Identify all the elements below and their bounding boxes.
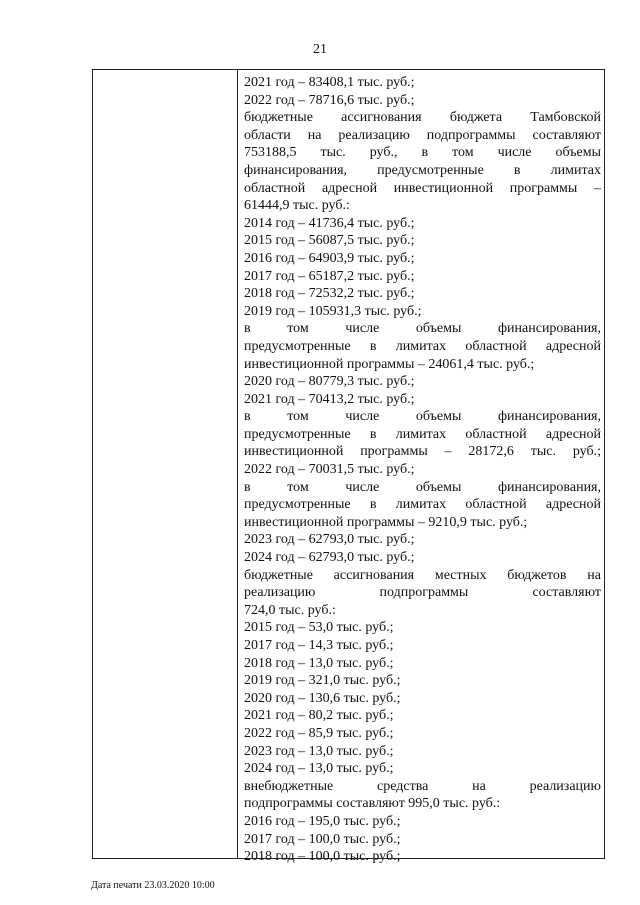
text-line: внебюджетные средства на реализацию [244,778,601,794]
text-line: 724,0 тыс. руб.: [244,602,336,618]
text-line: 2018 год – 72532,2 тыс. руб.; [244,286,415,302]
text-line: в том числе объемы финансирования, [244,409,601,425]
text-line: 2023 год – 13,0 тыс. руб.; [244,743,394,759]
text-line: в том числе объемы финансирования, [244,479,601,495]
text-line: 2024 год – 13,0 тыс. руб.; [244,761,394,777]
text-line: инвестиционной программы – 28172,6 тыс. руб.; [244,444,601,460]
text-line: 2022 год – 85,9 тыс. руб.; [244,725,394,741]
text-line: подпрограммы составляют 995,0 тыс. руб.: [244,796,501,812]
text-line: финансирования, предусмотренные в лимитах [244,162,601,178]
column-divider [237,70,238,858]
print-date-footer: Дата печати 23.03.2020 10:00 [91,880,215,891]
text-line: инвестиционной программы – 9210,9 тыс. руб.; [244,514,528,530]
page-number: 21 [313,42,327,57]
text-line: 2021 год – 83408,1 тыс. руб.; [244,75,415,90]
text-line: инвестиционной программы – 24061,4 тыс. руб.; [244,356,535,372]
text-line: 61444,9 тыс. руб.: [244,198,350,214]
text-line: 2016 год – 64903,9 тыс. руб.; [244,250,415,266]
text-line: 2017 год – 65187,2 тыс. руб.; [244,268,415,284]
text-line: 2014 год – 41736,4 тыс. руб.; [244,215,415,231]
text-line: 2022 год – 70031,5 тыс. руб.; [244,462,415,478]
text-line: 2016 год – 195,0 тыс. руб.; [244,813,401,829]
text-line: 2019 год – 321,0 тыс. руб.; [244,673,401,689]
text-line: 2017 год – 14,3 тыс. руб.; [244,638,394,653]
text-line: 2018 год – 13,0 тыс. руб.; [244,655,394,671]
text-line: области на реализацию подпрограммы составляют [244,127,601,143]
text-line: предусмотренные в лимитах областной адресной [244,426,601,442]
text-line: реализацию подпрограммы составляют [244,585,601,601]
table-cell-content [244,74,601,866]
text-line: 2021 год – 70413,2 тыс. руб.; [244,391,415,407]
text-line: 2018 год – 100,0 тыс. руб.; [244,849,401,865]
text-line: предусмотренные в лимитах областной адресной [244,497,601,513]
text-line: 2024 год – 62793,0 тыс. руб.; [244,550,415,566]
text-line: 753188,5 тыс. руб., в том числе объемы [244,145,601,161]
text-line: бюджетные ассигнования местных бюджетов на [244,567,601,583]
document-table [92,69,605,865]
text-line: 2020 год – 130,6 тыс. руб.; [244,690,401,706]
text-line: областной адресной инвестиционной программы – [244,180,601,196]
text-line: предусмотренные в лимитах областной адресной [244,338,601,354]
text-line: 2015 год – 56087,5 тыс. руб.; [244,233,415,249]
text-line: 2019 год – 105931,3 тыс. руб.; [244,303,422,319]
text-line: 2022 год – 78716,6 тыс. руб.; [244,92,415,108]
text-line: 2017 год – 100,0 тыс. руб.; [244,831,401,847]
text-line: 2023 год – 62793,0 тыс. руб.; [244,532,415,548]
text-line: бюджетные ассигнования бюджета Тамбовской [244,110,601,126]
text-line: 2021 год – 80,2 тыс. руб.; [244,708,394,724]
text-line: 2020 год – 80779,3 тыс. руб.; [244,374,415,390]
text-line: 2015 год – 53,0 тыс. руб.; [244,620,394,636]
text-line: в том числе объемы финансирования, [244,321,601,337]
